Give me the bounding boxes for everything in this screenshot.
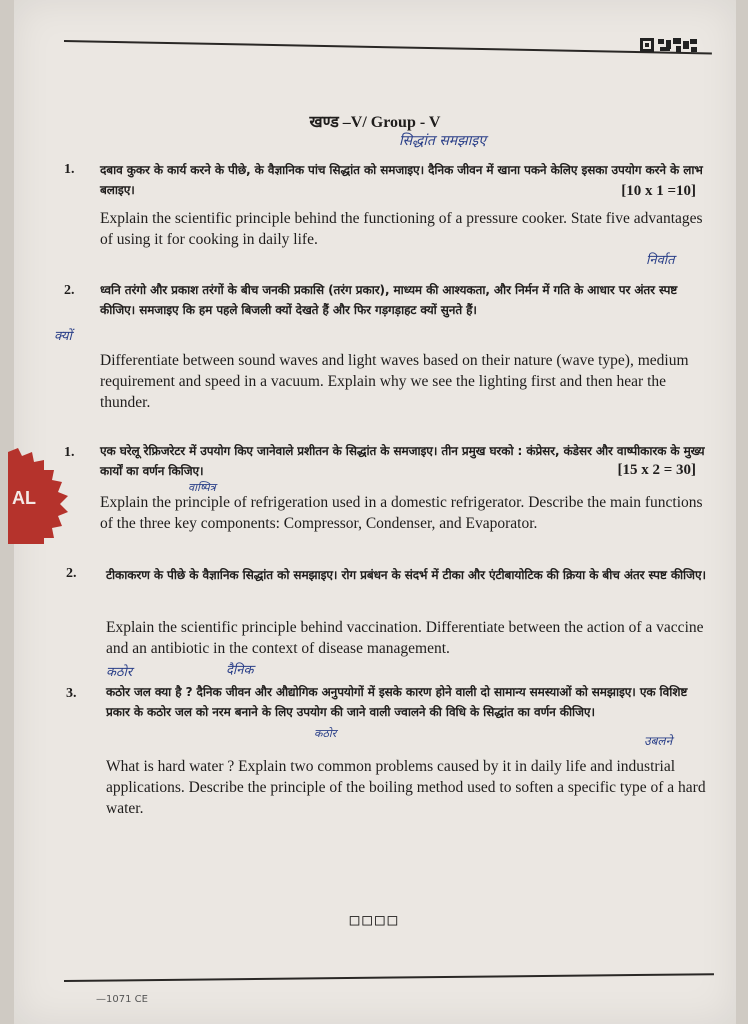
- group-title: खण्ड –V/ Group - V: [309, 114, 441, 131]
- question-hindi: कठोर जल क्या है ? दैनिक जीवन और औद्योगिक अनुपयोगों में इसके कारण होने वाली दो सामान्य समस्याओं को समझाइए। एक विशिष्ट प्रकार के कठोर जल को नरम बनाने के लिए उपयोग की जाने वाली ज्वालने की विधि के सिद्धांत का वर्णन कीजिए।: [106, 685, 688, 719]
- handwritten-note: उबलने: [644, 734, 673, 748]
- question-hindi: ध्वनि तरंगो और प्रकाश तरंगों के बीच जनकी प्रकासि (तरंग प्रकार), माध्यम की आश्यकता, और निर्मन में गति के आधार पर अंतर स्पष्ट कीजिए। समजाइए कि हम पहले बिजली क्यों देखते हैं और फिर गड़गड़ाहट क्यों सुनते हैं।: [100, 283, 678, 317]
- question-english: What is hard water ? Explain two common problems caused by it in daily life and industrial applications. Describe the principle of the boiling method used to soften a specific type of a hard water.: [106, 758, 706, 817]
- handwritten-note: कठोर: [106, 665, 133, 680]
- question-english: Differentiate between sound waves and light waves based on their nature (wave type), medium requirement and speed in a vacuum. Explain why we see the lighting first and then hear the thunder.: [100, 352, 689, 411]
- top-rule: [64, 40, 712, 54]
- marks: [10 x 1 =10]: [621, 183, 696, 199]
- question-hindi: टीकाकरण के पीछे के वैज्ञानिक सिद्धांत को समझाइए। रोग प्रबंधन के संदर्भ में टीका और एंटीबायोटिक की क्रिया के बीच अंतर स्पष्ट कीजिए।: [106, 568, 706, 582]
- qr-code-icon: [640, 37, 698, 53]
- end-ornament: □□□□: [349, 910, 401, 929]
- question-number: 2.: [66, 566, 77, 581]
- seal-stamp: [8, 448, 74, 544]
- question-number: 2.: [64, 283, 75, 298]
- handwritten-note: दैनिक: [226, 663, 254, 678]
- question-number: 1.: [64, 162, 75, 177]
- question-english: Explain the scientific principle behind the functioning of a pressure cooker. State five advantages of using it for cooking in daily life.: [100, 210, 703, 248]
- handwritten-note: क्यों: [54, 329, 72, 344]
- question-english: Explain the principle of refrigeration used in a domestic refrigerator. Describe the main functions of the three key components: Compressor, Condenser, and Evaporator.: [100, 494, 703, 532]
- exam-paper: [14, 0, 736, 1024]
- question-hindi: दबाव कुकर के कार्य करने के पीछे, के वैज्ञानिक पांच सिद्धांत को समजाइए। दैनिक जीवन में खाना पकने केलिए इसका उपयोग करने के लाभ बलाइए।: [100, 163, 703, 197]
- handwritten-note: निर्वात: [646, 253, 675, 268]
- question-english: Explain the scientific principle behind vaccination. Differentiate between the action of a vaccine and an antibiotic in the context of disease management.: [106, 619, 704, 657]
- handwritten-note: सिद्धांत समझाइए: [399, 133, 486, 149]
- page-code: —1071 CE: [96, 994, 148, 1005]
- svg-text:AL: AL: [12, 488, 36, 508]
- question-hindi: एक घरेलू रेफ्रिजरेटर में उपयोग किए जानेवाले प्रशीतन के सिद्धांत के समजाइए। तीन प्रमुख घरको : कंप्रेसर, कंडेसर और वाष्पीकारक के मुख्य कार्यों का वर्णन किजिए।: [100, 444, 705, 478]
- question-number: 1.: [64, 445, 75, 460]
- question-number: 3.: [66, 686, 77, 701]
- bottom-rule: [64, 973, 714, 982]
- marks: [15 x 2 = 30]: [617, 462, 696, 478]
- handwritten-note: वाष्पित्र: [188, 481, 216, 494]
- handwritten-note: कठोर: [314, 727, 337, 740]
